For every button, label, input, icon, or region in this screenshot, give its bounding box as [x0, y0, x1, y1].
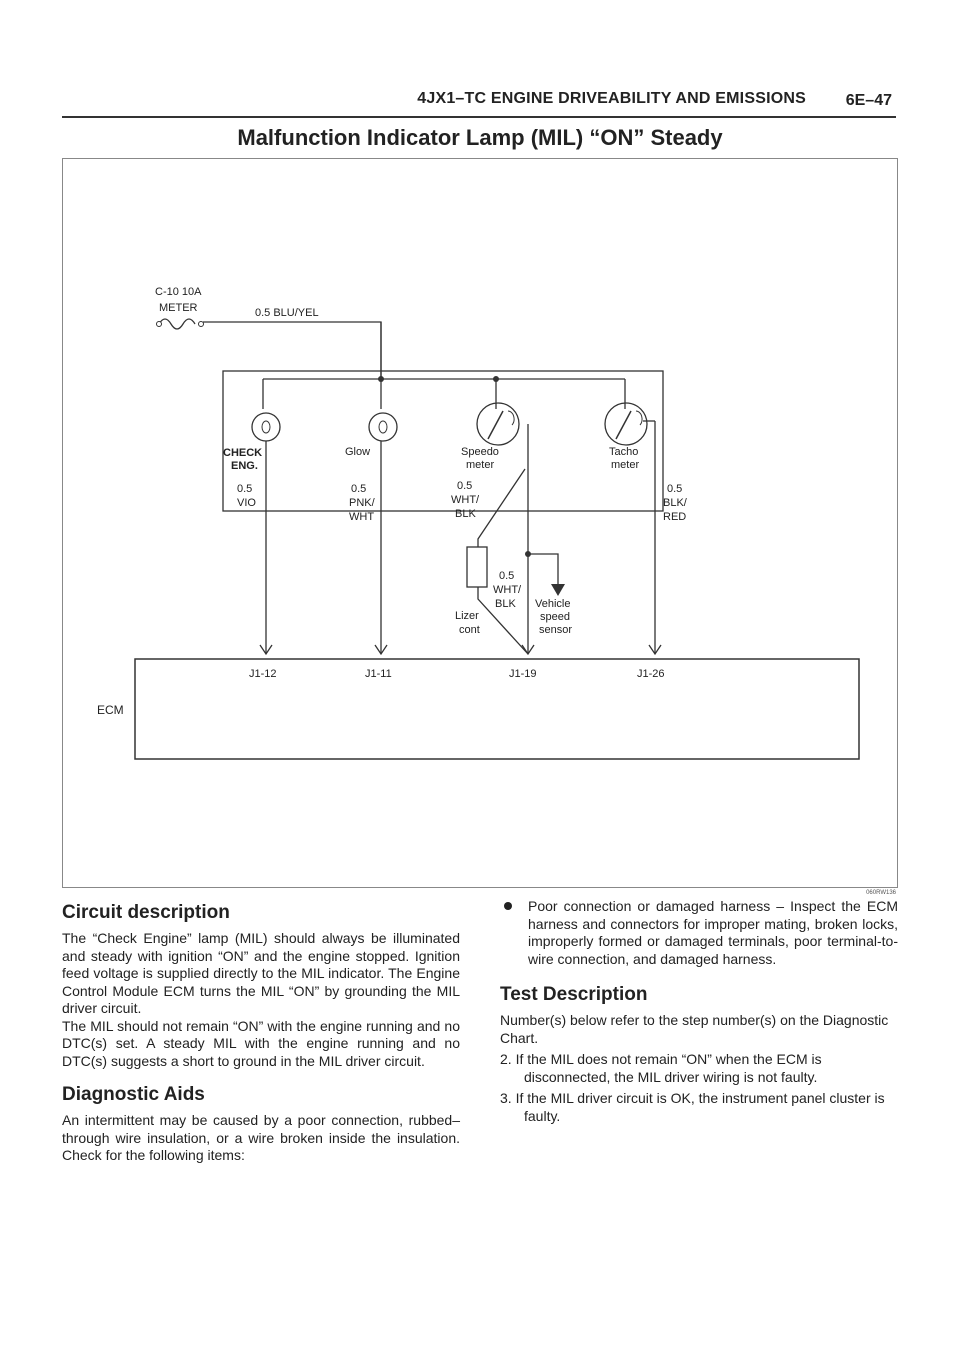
- page-header: [62, 90, 896, 118]
- wire-pnk-2: PNK/: [349, 497, 375, 509]
- lamp-check-label: CHECK: [223, 447, 263, 459]
- vss-label-3: sensor: [539, 624, 573, 636]
- lizer-label-1: Lizer: [455, 610, 479, 622]
- feed-wire-label: 0.5 BLU/YEL: [255, 307, 319, 319]
- vss-label-1: Vehicle: [535, 598, 571, 610]
- lamp-check-label2: ENG.: [231, 460, 258, 472]
- wiring-diagram: [62, 158, 898, 888]
- fuse-icon: [159, 319, 195, 329]
- header-title: 4JX1–TC ENGINE DRIVEABILITY AND EMISSIONS: [417, 90, 806, 107]
- tachometer-icon: [605, 403, 647, 445]
- lizer-label-2: cont: [459, 624, 480, 636]
- wire-pnk-3: WHT: [349, 511, 375, 523]
- lamp-tacho-label2: meter: [611, 459, 640, 471]
- aids-heading: Diagnostic Aids: [62, 1084, 205, 1105]
- wiring-diagram-svg: [63, 159, 897, 887]
- test-heading: Test Description: [500, 984, 648, 1005]
- circuit-heading: Circuit description: [62, 902, 230, 923]
- wire-pnk-1: 0.5: [351, 483, 367, 495]
- wire-blkred-2: BLK/: [663, 497, 687, 509]
- aids-bullet-text: Poor connection or damaged harness – Inspect the ECM harness and connectors for improper mating, broken locks, improperly formed or damaged terminals, poor terminal-to-wire connection, and damaged harness.: [528, 898, 898, 967]
- lamp-speedo-label2: meter: [466, 459, 495, 471]
- lamp-tacho-label: Tacho: [609, 446, 639, 458]
- glow-lamp-icon: [369, 413, 397, 441]
- circuit-paragraph-2: The MIL should not remain “ON” with the engine running and no DTC(s) set. A steady MIL with the engine running and no DTC(s) suggests a short to ground in the MIL driver circuit.: [62, 1017, 460, 1069]
- page-number: 6E–47: [845, 92, 892, 109]
- vss-label-2: speed: [540, 611, 570, 623]
- fuse-label: C-10 10A: [155, 286, 202, 298]
- left-column: [62, 898, 460, 1165]
- aids-bullet: [500, 898, 898, 968]
- wire-blkred-3: RED: [663, 511, 687, 523]
- wire-vio-2: VIO: [237, 497, 256, 509]
- lamp-glow-label: Glow: [345, 446, 371, 458]
- lizer-control-icon: [467, 547, 487, 587]
- test-step-3: 3. If the MIL driver circuit is OK, the instrument panel cluster is faulty.: [500, 1090, 885, 1124]
- page-title: Malfunction Indicator Lamp (MIL) “ON” Steady: [237, 125, 723, 150]
- instrument-cluster: [223, 371, 663, 511]
- wire-whtblk2-2: WHT/: [493, 584, 522, 596]
- wire-whtblk2-3: BLK: [495, 598, 516, 610]
- vss-arrow-icon: [551, 584, 565, 596]
- test-step-2: 2. If the MIL does not remain “ON” when the ECM is disconnected, the MIL driver wiring is not faulty.: [500, 1051, 822, 1085]
- lamp-speedo-label: Speedo: [461, 446, 499, 458]
- terminal-j1-26: J1-26: [637, 668, 665, 680]
- terminal-j1-12: J1-12: [249, 668, 277, 680]
- wire-whtblk-2: WHT/: [451, 494, 480, 506]
- figure-code: 060RW136: [866, 890, 896, 896]
- right-column: [500, 898, 898, 1129]
- fuse-name: METER: [159, 302, 198, 314]
- wire-whtblk-1: 0.5: [457, 480, 473, 492]
- speedometer-icon: [477, 403, 519, 445]
- aids-paragraph: An intermittent may be caused by a poor connection, rubbed–through wire insulation, or a wire broken inside the insulation. Check for the following items:: [62, 1112, 460, 1163]
- wire-whtblk-3: BLK: [455, 508, 476, 520]
- check-engine-lamp-icon: [252, 413, 280, 441]
- terminal-j1-11: J1-11: [365, 668, 392, 680]
- bullet-icon: [504, 902, 512, 910]
- wire-whtblk2-1: 0.5: [499, 570, 515, 582]
- wire-blkred-1: 0.5: [667, 483, 683, 495]
- ecm-label: ECM: [97, 703, 124, 717]
- test-intro: Number(s) below refer to the step number(s) on the Diagnostic Chart.: [500, 1012, 889, 1046]
- wire-vio-1: 0.5: [237, 483, 253, 495]
- ecm-box: [135, 659, 859, 759]
- circuit-paragraph-1: The “Check Engine” lamp (MIL) should always be illuminated and steady with ignition “ON” and the engine stopped. Ignition feed voltage is supplied directly to the MIL indicator. The Engine Control Module ECM turns the MIL “ON” by grounding the MIL driver circuit.: [62, 930, 460, 1016]
- terminal-j1-19: J1-19: [509, 668, 537, 680]
